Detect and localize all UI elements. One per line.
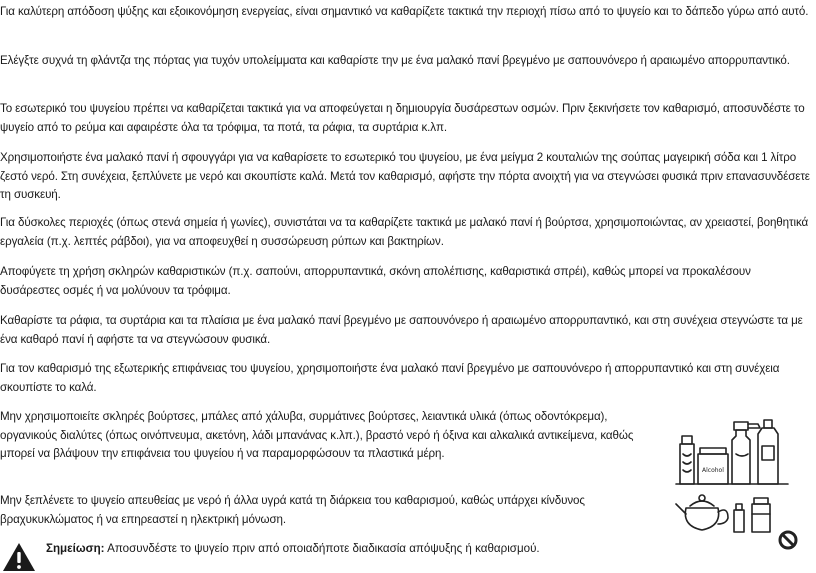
kettle-icon (676, 495, 728, 530)
paragraph-baking-soda: Χρησιμοποιήστε ένα μαλακό πανί ή σφουγγάρι για να καθαρίσετε το εσωτερικό του ψυγείου, με ένα μείγμα 2 κουταλιών της σούπας μαγειρική σόδα και 1 λίτρο ζεστό νερό. Στη συνέχεια, ξεπλύνετε με νερό και σκουπίστε καλά. Μετά τον καθαρισμό, αφήστε την πόρτα ανοιχτή για να στεγνώσει φυσικά πριν επανασυνδέσετε τη συσκευή. (0, 151, 810, 201)
warning-message (46, 540, 540, 559)
warning-triangle-icon (2, 542, 36, 572)
paragraph-clean-behind: Για καλύτερη απόδοση ψύξης και εξοικονόμηση ενεργείας, είναι σημαντικό να καθαρίζετε τακτικά την περιοχή πίσω από το ψυγείο και το δάπεδο γύρω από αυτό. (0, 5, 809, 18)
paragraph-no-rinsing: Μην ξεπλένετε το ψυγείο απευθείας με νερό ή άλλα υγρά κατά τη διάρκεια του καθαρισμού, καθώς υπάρχει κίνδυνος βραχυκυκλώματος ή να επηρεαστεί η ηλεκτρική μόνωση. (0, 494, 585, 526)
cleaning-products-illustration (670, 402, 810, 554)
paragraph-avoid-harsh-cleaners: Αποφύγετε τη χρήση σκληρών καθαριστικών (π.χ. σαπούνι, απορρυπαντικά, σκόνη απολέπισης, καθαριστικά σπρέι), καθώς μπορεί να προκαλέσουν δυσάρεστες οσμές ή να μολύνουν τα τρόφιμα. (0, 265, 751, 297)
svg-text:Alcohol: Alcohol (702, 467, 724, 474)
warning-note (2, 540, 802, 570)
paragraph-exterior-cleaning: Για τον καθαρισμό της εξωτερικής επιφάνειας του ψυγείου, χρησιμοποιήστε ένα μαλακό πανί βρεγμένο με σαπουνόνερο ή απορρυπαντικό και στη συνέχεια σκουπίστε το καλά. (0, 362, 780, 394)
warning-label: Σημείωση: (46, 542, 105, 555)
paragraph-difficult-areas: Για δύσκολες περιοχές (όπως στενά σημεία ή γωνίες), συνιστάται να τα καθαρίζετε τακτικά με μαλακό πανί ή βούρτσα, χρησιμοποιώντας, αν χρειαστεί, βοηθητικά εργαλεία (π.χ. λεπτές ράβδοι), για να αποφευχθεί η συσσώρευση ρύπων και βακτηρίων. (0, 216, 809, 248)
paragraph-interior-cleaning: Το εσωτερικό του ψυγείου πρέπει να καθαρίζεται τακτικά για να αποφεύγεται η δημιουργία δυσάρεστων οσμών. Πριν ξεκινήσετε τον καθαρισμό, αποσυνδέστε το ψυγείο από το ρεύμα και αφαιρέστε όλα τα τρόφιμα, τα ποτά, τα ράφια, τα συρτάρια κ.λπ. (0, 102, 805, 134)
cleaning-products-icon (676, 420, 788, 532)
paragraph-door-gasket: Ελέγξτε συχνά τη φλάντζα της πόρτας για τυχόν υπολείμματα και καθαρίστε την με ένα μαλακό πανί βρεγμένο με σαπουνόνερο ή αραιωμένο απορρυπαντικό. (0, 54, 790, 67)
paragraph-shelves-drawers: Καθαρίστε τα ράφια, τα συρτάρια και τα πλαίσια με ένα μαλακό πανί βρεγμένο με σαπουνόνερο ή αραιωμένο απορρυπαντικό, και στη συνέχεια στεγνώστε τα με ένα καθαρό πανί ή αφήστε τα να στεγνώσουν φυσικά. (0, 314, 803, 346)
paragraph-no-abrasives: Μην χρησιμοποιείτε σκληρές βούρτσες, μπάλες από χάλυβα, συρμάτινες βούρτσες, λειαντικά υλικά (όπως οδοντόκρεμα), οργανικούς διαλύτες (όπως οινόπνευμα, ακετόνη, λάδι μπανάνας κ.λπ.), βραστό νερό ή όξινα και αλκαλικά αντικείμενα, καθώς μπορεί να βλάψουν την επιφάνεια του ψυγείου ή να παραμορφώσουν τα πλαστικά μέρη. (0, 410, 634, 460)
warning-body: Αποσυνδέστε το ψυγείο πριν από οποιαδήποτε διαδικασία απόψυξης ή καθαρισμού. (104, 542, 540, 555)
